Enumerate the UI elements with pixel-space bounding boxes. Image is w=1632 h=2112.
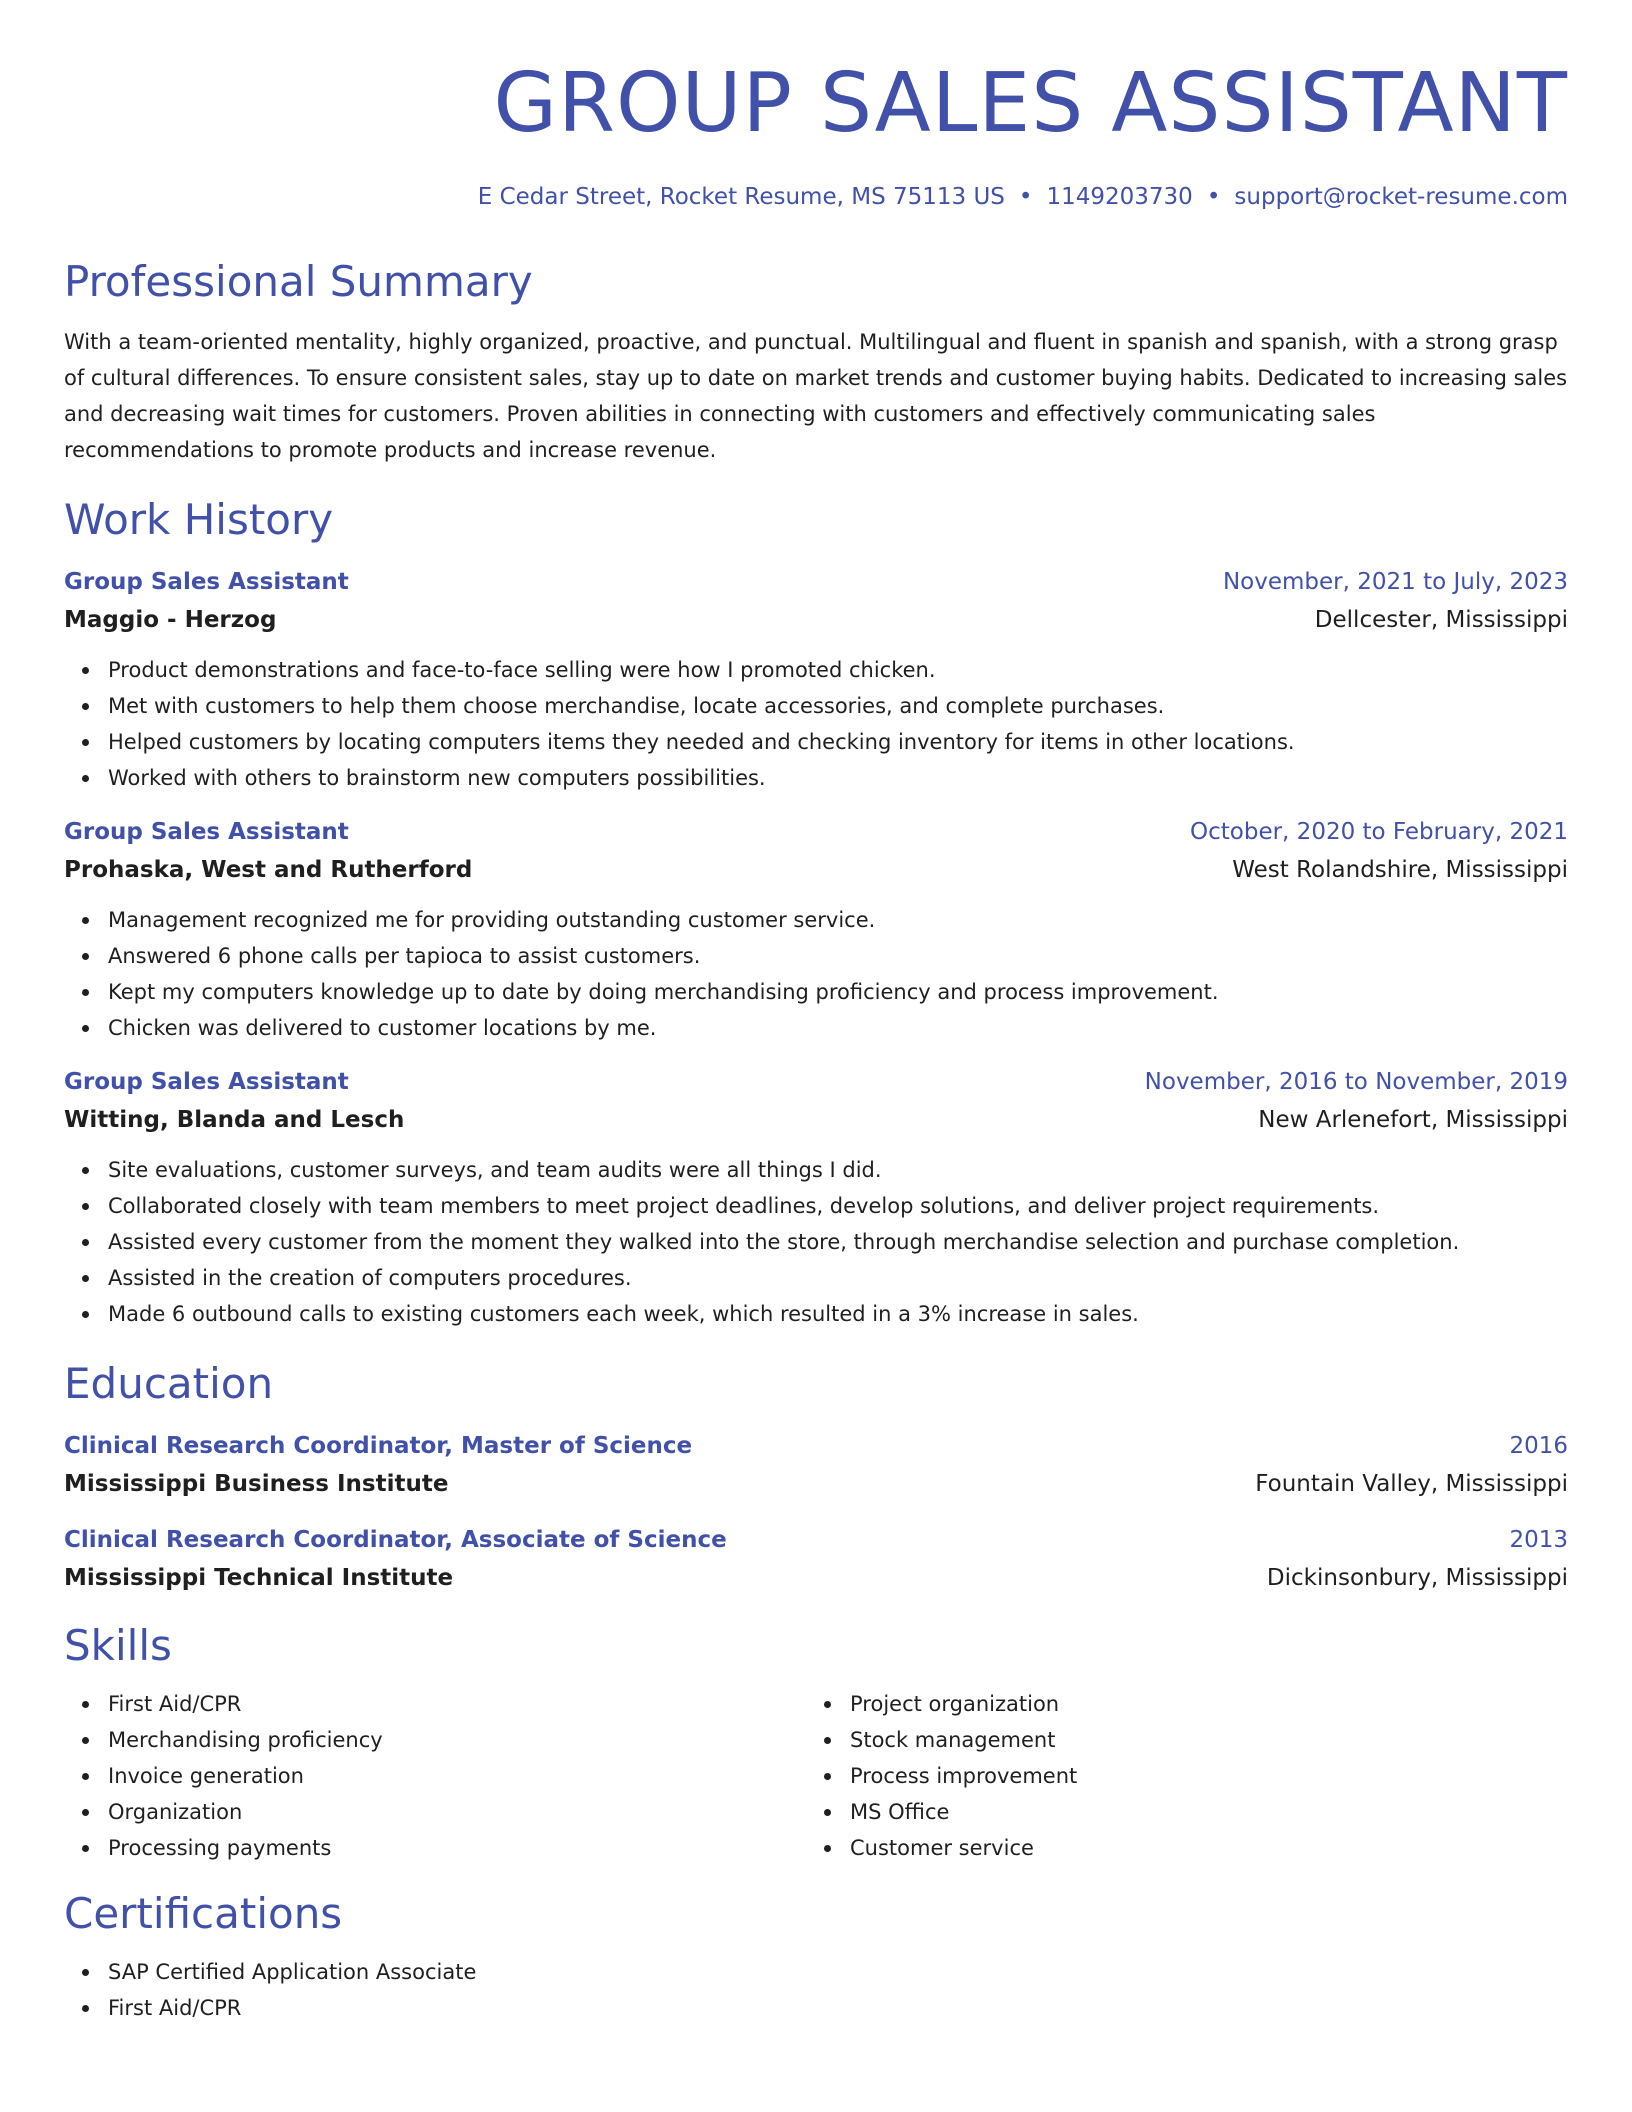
bullet-text: Site evaluations, customer surveys, and team audits were all things I did. — [108, 1158, 882, 1182]
bullet-icon — [82, 1969, 89, 1976]
contact-address: E Cedar Street, Rocket Resume, MS 75113 US — [477, 184, 1005, 210]
education-location: Fountain Valley, Mississippi — [1255, 1471, 1568, 1497]
list-item — [850, 1722, 1548, 1758]
bullet-text: Met with customers to help them choose merchandise, locate accessories, and complete purchases. — [108, 694, 1165, 718]
bullet-icon — [82, 1701, 89, 1708]
list-item — [108, 1830, 806, 1866]
skill-text: Process improvement — [850, 1764, 1078, 1788]
work-history-heading: Work History — [64, 495, 334, 544]
job-bullets — [64, 1152, 1568, 1332]
contact-separator: • — [1206, 184, 1221, 210]
list-item — [108, 760, 1568, 796]
skill-text: Customer service — [850, 1836, 1034, 1860]
contact-phone: 1149203730 — [1046, 184, 1193, 210]
bullet-icon — [824, 1701, 831, 1708]
bullet-icon — [82, 1203, 89, 1210]
skill-text: Project organization — [850, 1692, 1060, 1716]
skill-text: Stock management — [850, 1728, 1056, 1752]
bullet-icon — [824, 1737, 831, 1744]
certification-text: SAP Certified Application Associate — [108, 1960, 477, 1984]
skills-list — [64, 1686, 806, 1866]
contact-line — [64, 182, 1568, 212]
bullet-icon — [82, 917, 89, 924]
list-item — [850, 1794, 1548, 1830]
skill-text: Invoice generation — [108, 1764, 304, 1788]
skills-columns — [64, 1686, 1568, 1866]
skills-list — [806, 1686, 1548, 1866]
bullet-text: Made 6 outbound calls to existing customers each week, which resulted in a 3% increase in sales. — [108, 1302, 1139, 1326]
education-heading: Education — [64, 1359, 274, 1408]
skills-heading: Skills — [64, 1621, 172, 1670]
bullet-text: Product demonstrations and face-to-face selling were how I promoted chicken. — [108, 658, 936, 682]
skills-column-left — [64, 1686, 806, 1866]
bullet-text: Management recognized me for providing outstanding customer service. — [108, 908, 876, 932]
job-bullets — [64, 652, 1568, 796]
contact-email[interactable]: support@rocket-resume.com — [1234, 184, 1568, 210]
bullet-icon — [82, 1025, 89, 1032]
job-location: Dellcester, Mississippi — [1314, 607, 1568, 633]
list-item — [108, 724, 1568, 760]
job-entry — [64, 816, 1568, 1046]
skill-text: MS Office — [850, 1800, 950, 1824]
education-entry — [64, 1524, 1568, 1596]
job-location: West Rolandshire, Mississippi — [1232, 857, 1568, 883]
job-title: Group Sales Assistant — [64, 819, 349, 845]
job-company: Maggio - Herzog — [64, 607, 277, 633]
bullet-icon — [82, 1239, 89, 1246]
education-entry — [64, 1430, 1568, 1502]
list-item — [108, 1260, 1568, 1296]
job-entry — [64, 1066, 1568, 1332]
bullet-text: Collaborated closely with team members to meet project deadlines, develop solutions, and deliver project requirements. — [108, 1194, 1380, 1218]
list-item — [108, 652, 1568, 688]
list-item — [108, 938, 1568, 974]
bullet-icon — [82, 2005, 89, 2012]
list-item — [108, 1990, 1568, 2026]
list-item — [108, 1296, 1568, 1332]
list-item — [108, 1010, 1568, 1046]
certifications-heading: Certifications — [64, 1889, 343, 1938]
list-item — [108, 974, 1568, 1010]
bullet-text: Helped customers by locating computers items they needed and checking inventory for items in other locations. — [108, 730, 1295, 754]
bullet-icon — [82, 1773, 89, 1780]
list-item — [108, 1188, 1568, 1224]
bullet-icon — [824, 1773, 831, 1780]
bullet-icon — [82, 1737, 89, 1744]
certifications-list — [64, 1954, 1568, 2026]
bullet-icon — [82, 953, 89, 960]
list-item — [850, 1686, 1548, 1722]
education-school: Mississippi Business Institute — [64, 1471, 449, 1497]
bullet-icon — [82, 1311, 89, 1318]
bullet-icon — [82, 667, 89, 674]
skill-text: Organization — [108, 1800, 243, 1824]
list-item — [850, 1830, 1548, 1866]
bullet-icon — [82, 775, 89, 782]
skill-text: Merchandising proficiency — [108, 1728, 383, 1752]
resume-title: GROUP SALES ASSISTANT — [493, 56, 1568, 151]
bullet-text: Assisted in the creation of computers procedures. — [108, 1266, 632, 1290]
summary-text: With a team-oriented mentality, highly organized, proactive, and punctual. Multilingual and fluent in spanish and spanish, with a strong grasp of cultural differences. To ensure consistent sales, stay up to date on market trends and customer buying habits. Dedicated to increasing sales and decreasing wait times for customers. Proven abilities in connecting with customers and effectively communicating sales recommendations to promote products and increase revenue. — [64, 330, 1568, 462]
bullet-text: Chicken was delivered to customer locations by me. — [108, 1016, 657, 1040]
list-item — [108, 1954, 1568, 1990]
job-title: Group Sales Assistant — [64, 1069, 349, 1095]
education-year: 2013 — [1509, 1527, 1568, 1553]
job-title: Group Sales Assistant — [64, 569, 349, 595]
bullet-icon — [82, 1845, 89, 1852]
bullet-icon — [82, 703, 89, 710]
bullet-icon — [82, 1275, 89, 1282]
job-bullets — [64, 902, 1568, 1046]
list-item — [108, 1686, 806, 1722]
education-degree: Clinical Research Coordinator, Associate of Science — [64, 1527, 727, 1553]
job-company: Witting, Blanda and Lesch — [64, 1107, 405, 1133]
bullet-icon — [824, 1809, 831, 1816]
bullet-icon — [824, 1845, 831, 1852]
education-location: Dickinsonbury, Mississippi — [1266, 1565, 1568, 1591]
summary-heading: Professional Summary — [64, 257, 533, 306]
list-item — [108, 1794, 806, 1830]
list-item — [108, 1152, 1568, 1188]
list-item — [108, 902, 1568, 938]
bullet-icon — [82, 989, 89, 996]
list-item — [108, 688, 1568, 724]
bullet-text: Worked with others to brainstorm new computers possibilities. — [108, 766, 766, 790]
job-dates: November, 2021 to July, 2023 — [1222, 569, 1568, 595]
job-dates: November, 2016 to November, 2019 — [1144, 1069, 1568, 1095]
bullet-text: Assisted every customer from the moment they walked into the store, through merchandise selection and purchase completion. — [108, 1230, 1460, 1254]
education-school: Mississippi Technical Institute — [64, 1565, 454, 1591]
education-degree: Clinical Research Coordinator, Master of Science — [64, 1433, 693, 1459]
job-location: New Arlenefort, Mississippi — [1258, 1107, 1568, 1133]
job-entry — [64, 566, 1568, 796]
skills-column-right — [806, 1686, 1548, 1866]
education-year: 2016 — [1509, 1433, 1568, 1459]
job-company: Prohaska, West and Rutherford — [64, 857, 473, 883]
bullet-icon — [82, 1809, 89, 1816]
list-item — [850, 1758, 1548, 1794]
bullet-text: Kept my computers knowledge up to date by doing merchandising proficiency and process improvement. — [108, 980, 1219, 1004]
job-dates: October, 2020 to February, 2021 — [1190, 819, 1568, 845]
skill-text: First Aid/CPR — [108, 1692, 242, 1716]
list-item — [108, 1722, 806, 1758]
contact-separator: • — [1018, 184, 1033, 210]
bullet-icon — [82, 1167, 89, 1174]
skill-text: Processing payments — [108, 1836, 332, 1860]
list-item — [108, 1224, 1568, 1260]
certification-text: First Aid/CPR — [108, 1996, 242, 2020]
list-item — [108, 1758, 806, 1794]
bullet-text: Answered 6 phone calls per tapioca to assist customers. — [108, 944, 701, 968]
bullet-icon — [82, 739, 89, 746]
